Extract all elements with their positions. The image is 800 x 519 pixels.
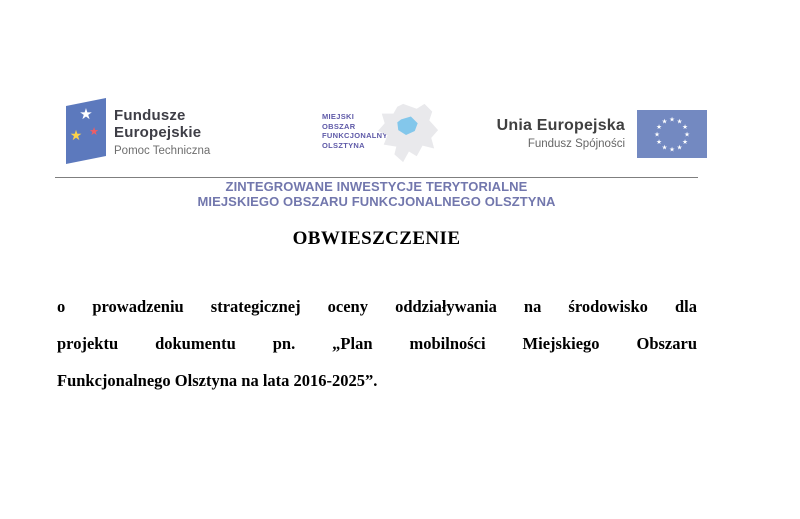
svg-text:★: ★ xyxy=(669,145,675,154)
fundusze-europejskie-logo xyxy=(66,98,210,164)
document-title: OBWIESZCZENIE xyxy=(292,228,461,249)
mof-line-1: MIEJSKI xyxy=(322,112,355,121)
fundusze-subtitle: Pomoc Techniczna xyxy=(114,145,211,157)
svg-text:★: ★ xyxy=(79,105,93,123)
svg-text:★: ★ xyxy=(676,143,683,152)
body-line-3: Funkcjonalnego Olsztyna na lata 2016-2025”. xyxy=(57,371,378,390)
svg-text:★: ★ xyxy=(669,115,675,124)
svg-text:★: ★ xyxy=(676,117,683,126)
svg-text:★: ★ xyxy=(682,123,688,131)
unia-europejska-subtitle: Fundusz Spójności xyxy=(527,138,625,150)
zit-heading-line2: MIEJSKIEGO OBSZARU FUNKCJONALNEGO OLSZTYNA xyxy=(197,193,556,209)
svg-text:★: ★ xyxy=(654,130,660,139)
body-paragraph xyxy=(57,288,697,399)
svg-text:★: ★ xyxy=(656,123,662,131)
svg-text:★: ★ xyxy=(69,128,83,144)
svg-text:★: ★ xyxy=(682,138,688,146)
zit-heading-line1: ZINTEGROWANE INWESTYCJE TERYTORIALNE xyxy=(225,179,528,194)
body-line-2: projektu dokumentu pn. „Plan mobilności Miejskiego Obszaru xyxy=(57,334,697,353)
zit-heading xyxy=(55,180,698,209)
svg-text:★: ★ xyxy=(661,143,668,152)
fundusze-europejskie-flag-icon xyxy=(66,98,106,164)
fundusze-title-line1: Fundusze xyxy=(114,107,186,124)
mof-line-4: OLSZTYNA xyxy=(322,140,365,150)
svg-text:★: ★ xyxy=(656,138,662,146)
mof-line-2: OBSZAR xyxy=(322,121,356,131)
mof-line-3: FUNKCJONALNY xyxy=(322,131,388,141)
eu-flag-icon xyxy=(637,110,707,158)
fundusze-title-line2: Europejskie xyxy=(114,124,202,141)
unia-europejska-title: Unia Europejska xyxy=(496,117,625,134)
unia-europejska-text xyxy=(430,116,625,150)
svg-text:★: ★ xyxy=(661,117,668,126)
svg-text:★: ★ xyxy=(89,125,99,138)
fundusze-europejskie-text xyxy=(114,98,210,164)
header-divider-line xyxy=(55,177,698,178)
svg-text:★: ★ xyxy=(684,130,690,139)
body-line-1: o prowadzeniu strategicznej oceny oddziaływania na środowisko dla xyxy=(57,297,697,316)
